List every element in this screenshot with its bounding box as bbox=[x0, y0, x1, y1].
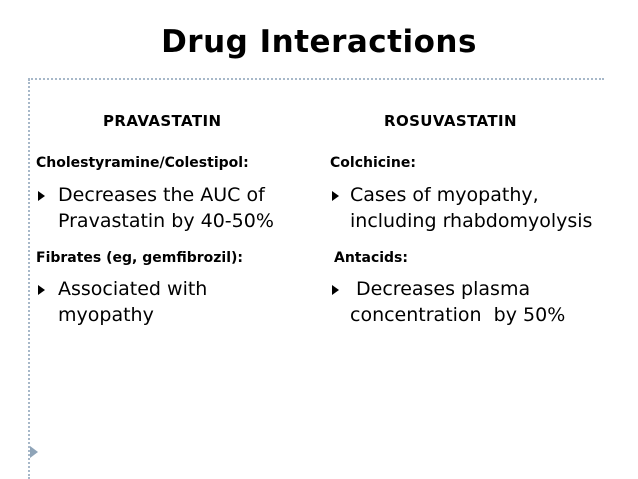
bullet-line: Decreases the AUC of bbox=[58, 184, 265, 206]
rosuvastatin-group-1-bullet bbox=[350, 182, 592, 234]
bullet-line: Pravastatin by 40-50% bbox=[58, 210, 274, 232]
bullet-line: Decreases plasma bbox=[350, 278, 531, 300]
pravastatin-group-2-label: Fibrates (eg, gemfibrozil): bbox=[36, 250, 244, 266]
bullet-arrow-icon bbox=[332, 285, 339, 295]
title-divider bbox=[28, 78, 604, 80]
pravastatin-group-1-label: Cholestyramine/Colestipol: bbox=[36, 155, 249, 171]
left-dotted-border bbox=[28, 79, 30, 479]
pravastatin-group-2-bullet bbox=[58, 276, 207, 328]
bullet-line: concentration by 50% bbox=[350, 304, 566, 326]
bullet-line: Associated with bbox=[58, 278, 208, 300]
bullet-arrow-icon bbox=[332, 191, 339, 201]
rosuvastatin-heading: ROSUVASTATIN bbox=[384, 112, 517, 130]
rosuvastatin-group-1-label: Colchicine: bbox=[330, 155, 416, 171]
bullet-arrow-icon bbox=[38, 285, 45, 295]
pravastatin-heading: PRAVASTATIN bbox=[103, 112, 222, 130]
rosuvastatin-group-2-bullet bbox=[350, 276, 565, 328]
slide-title: Drug Interactions bbox=[161, 24, 477, 60]
bullet-arrow-icon bbox=[38, 191, 45, 201]
pravastatin-group-1-bullet bbox=[58, 182, 274, 234]
slide-corner-arrow-icon bbox=[30, 446, 38, 458]
bullet-line: Cases of myopathy, bbox=[350, 184, 539, 206]
bullet-line: myopathy bbox=[58, 304, 154, 326]
rosuvastatin-group-2-label: Antacids: bbox=[334, 250, 408, 266]
bullet-line: including rhabdomyolysis bbox=[350, 210, 593, 232]
